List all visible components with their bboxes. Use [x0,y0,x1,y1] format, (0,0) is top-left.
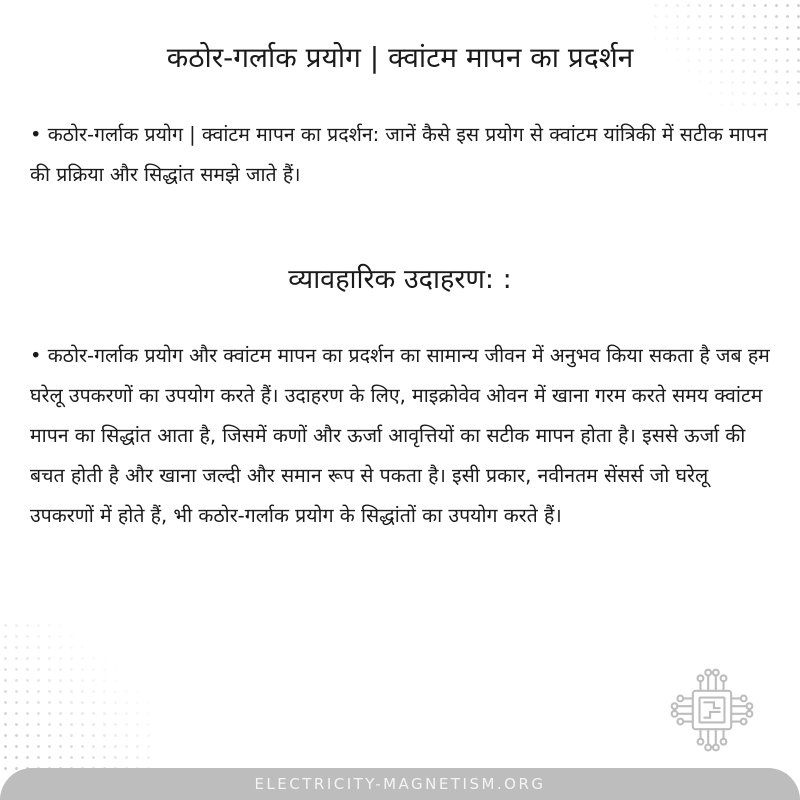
section-heading: व्यावहारिक उदाहरण: : [288,264,512,295]
footer-banner [0,768,800,800]
example-paragraph: • कठोर-गर्लाक प्रयोग और क्वांटम मापन का प्रदर्शन का सामान्य जीवन में अनुभव किया सकता है जब हम घरेलू उपकरणों का उपयोग करते हैं। उदाहरण के लिए, माइक्रोवेव ओवन में खाना गरम करते समय क्वांटम मापन का सिद्धांत आता है, जिसमें कणों और ऊर्जा आवृत्तियों का सटीक मापन होता है। इससे ऊर्जा की बचत होती है और खाना जल्दी और समान रूप से पकता है। इसी प्रकार, नवीनतम सेंसर्स जो घरेलू उपकरणों में होते हैं, भी कठोर-गर्लाक प्रयोग के सिद्धांतों का उपयोग करते हैं। [30,344,770,527]
circuit-chip-icon [664,662,760,758]
page-title: कठोर-गर्लाक प्रयोग | क्वांटम मापन का प्रदर्शन [166,41,634,74]
decorative-dot-pattern-bottom-left [0,620,150,770]
footer-site-name: ELECTRICITY-MAGNETISM.ORG [254,775,546,793]
intro-paragraph: • कठोर-गर्लाक प्रयोग | क्वांटम मापन का प्रदर्शन: जानें कैसे इस प्रयोग से क्वांटम यांत्रिकी में सटीक मापन की प्रक्रिया और सिद्धांत समझे जाते हैं। [30,123,768,186]
